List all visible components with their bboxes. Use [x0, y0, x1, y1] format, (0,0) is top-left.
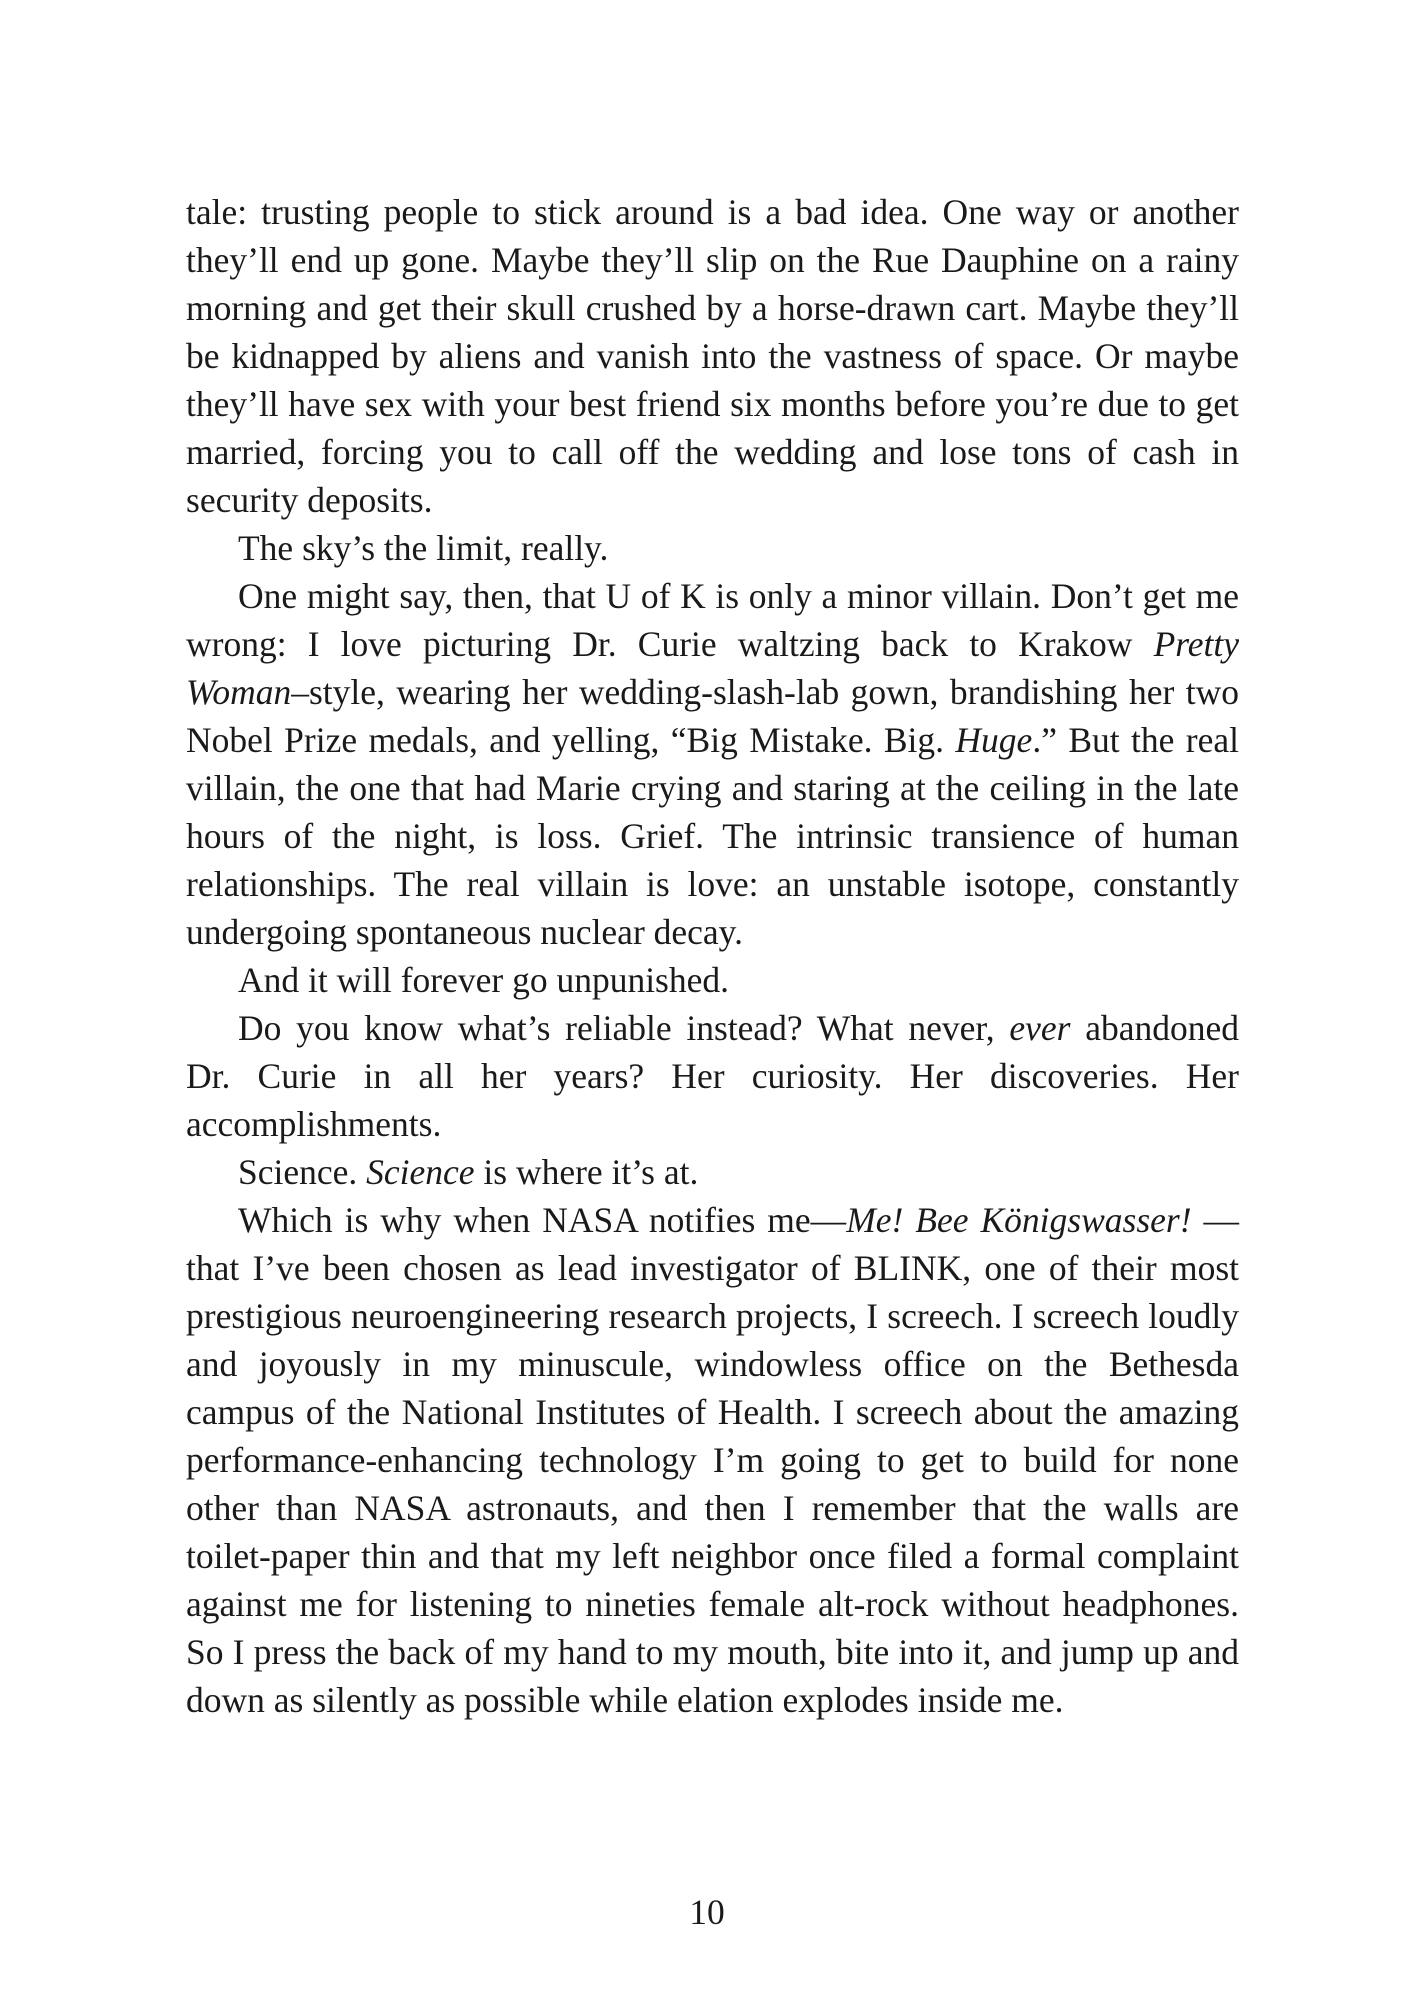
italic-text: Pretty Woman: [186, 624, 1239, 712]
italic-text: Huge: [955, 720, 1033, 760]
text-run: —that I’ve been chosen as lead investigator of BLINK, one of their most prestigious neuroengineering research projects, I screech. I screech loudly and joyously in my minuscule, windowless office on the Bethesda campus of the National Institutes of Health. I screech about the amazing performance-enhancing technology I’m going to get to build for none other than NASA astronauts, and then I remember that the walls are toilet-paper thin and that my left neighbor once filed a formal complaint against me for listening to nineties female alt-rock without headphones. So I press the back of my hand to my mouth, bite into it, and jump up and down as silently as possible while elation explodes inside me.: [186, 1200, 1239, 1720]
page-number: 10: [689, 1892, 725, 1932]
text-run: is where it’s at.: [474, 1152, 699, 1192]
paragraph: [186, 1148, 1239, 1196]
italic-text: Science: [366, 1152, 475, 1192]
paragraph: [186, 188, 1239, 524]
italic-text: ever: [1009, 1008, 1071, 1048]
page-body: [186, 188, 1239, 1724]
text-run: Do you know what’s reliable instead? What never,: [238, 1008, 1010, 1048]
text-run: And it will forever go unpunished.: [238, 960, 730, 1000]
text-run: .” But the real villain, the one that had Marie crying and staring at the ceiling in the late hours of the night, is loss. Grief. The intrinsic transience of human relationships. The real villain is love: an unstable isotope, constantly undergoing spontaneous nuclear decay.: [186, 720, 1239, 952]
paragraph: [186, 1196, 1239, 1724]
paragraph: [186, 524, 1239, 572]
text-run: One might say, then, that U of K is only a minor villain. Don’t get me wrong: I love picturing Dr. Curie waltzing back to Krakow: [186, 576, 1239, 664]
text-run: tale: trusting people to stick around is a bad idea. One way or another they’ll end up gone. Maybe they’ll slip on the Rue Dauphine on a rainy morning and get their skull crushed by a horse-drawn cart. Maybe they’ll be kidnapped by aliens and vanish into the vastness of space. Or maybe they’ll have sex with your best friend six months before you’re due to get married, forcing you to call off the wedding and lose tons of cash in security deposits.: [186, 192, 1239, 520]
italic-text: Me! Bee Königswasser!: [846, 1200, 1192, 1240]
text-run: –style, wearing her wedding-slash-lab gown, brandishing her two Nobel Prize medals, and yelling, “Big Mistake. Big.: [186, 672, 1239, 760]
paragraph: [186, 956, 1239, 1004]
paragraph: [186, 572, 1239, 956]
paragraph: [186, 1004, 1239, 1148]
text-run: Science.: [238, 1152, 367, 1192]
text-run: abandoned Dr. Curie in all her years? Her curiosity. Her discoveries. Her accomplishments.: [186, 1008, 1239, 1144]
text-run: Which is why when NASA notifies me—: [238, 1200, 847, 1240]
text-run: The sky’s the limit, really.: [238, 528, 609, 568]
